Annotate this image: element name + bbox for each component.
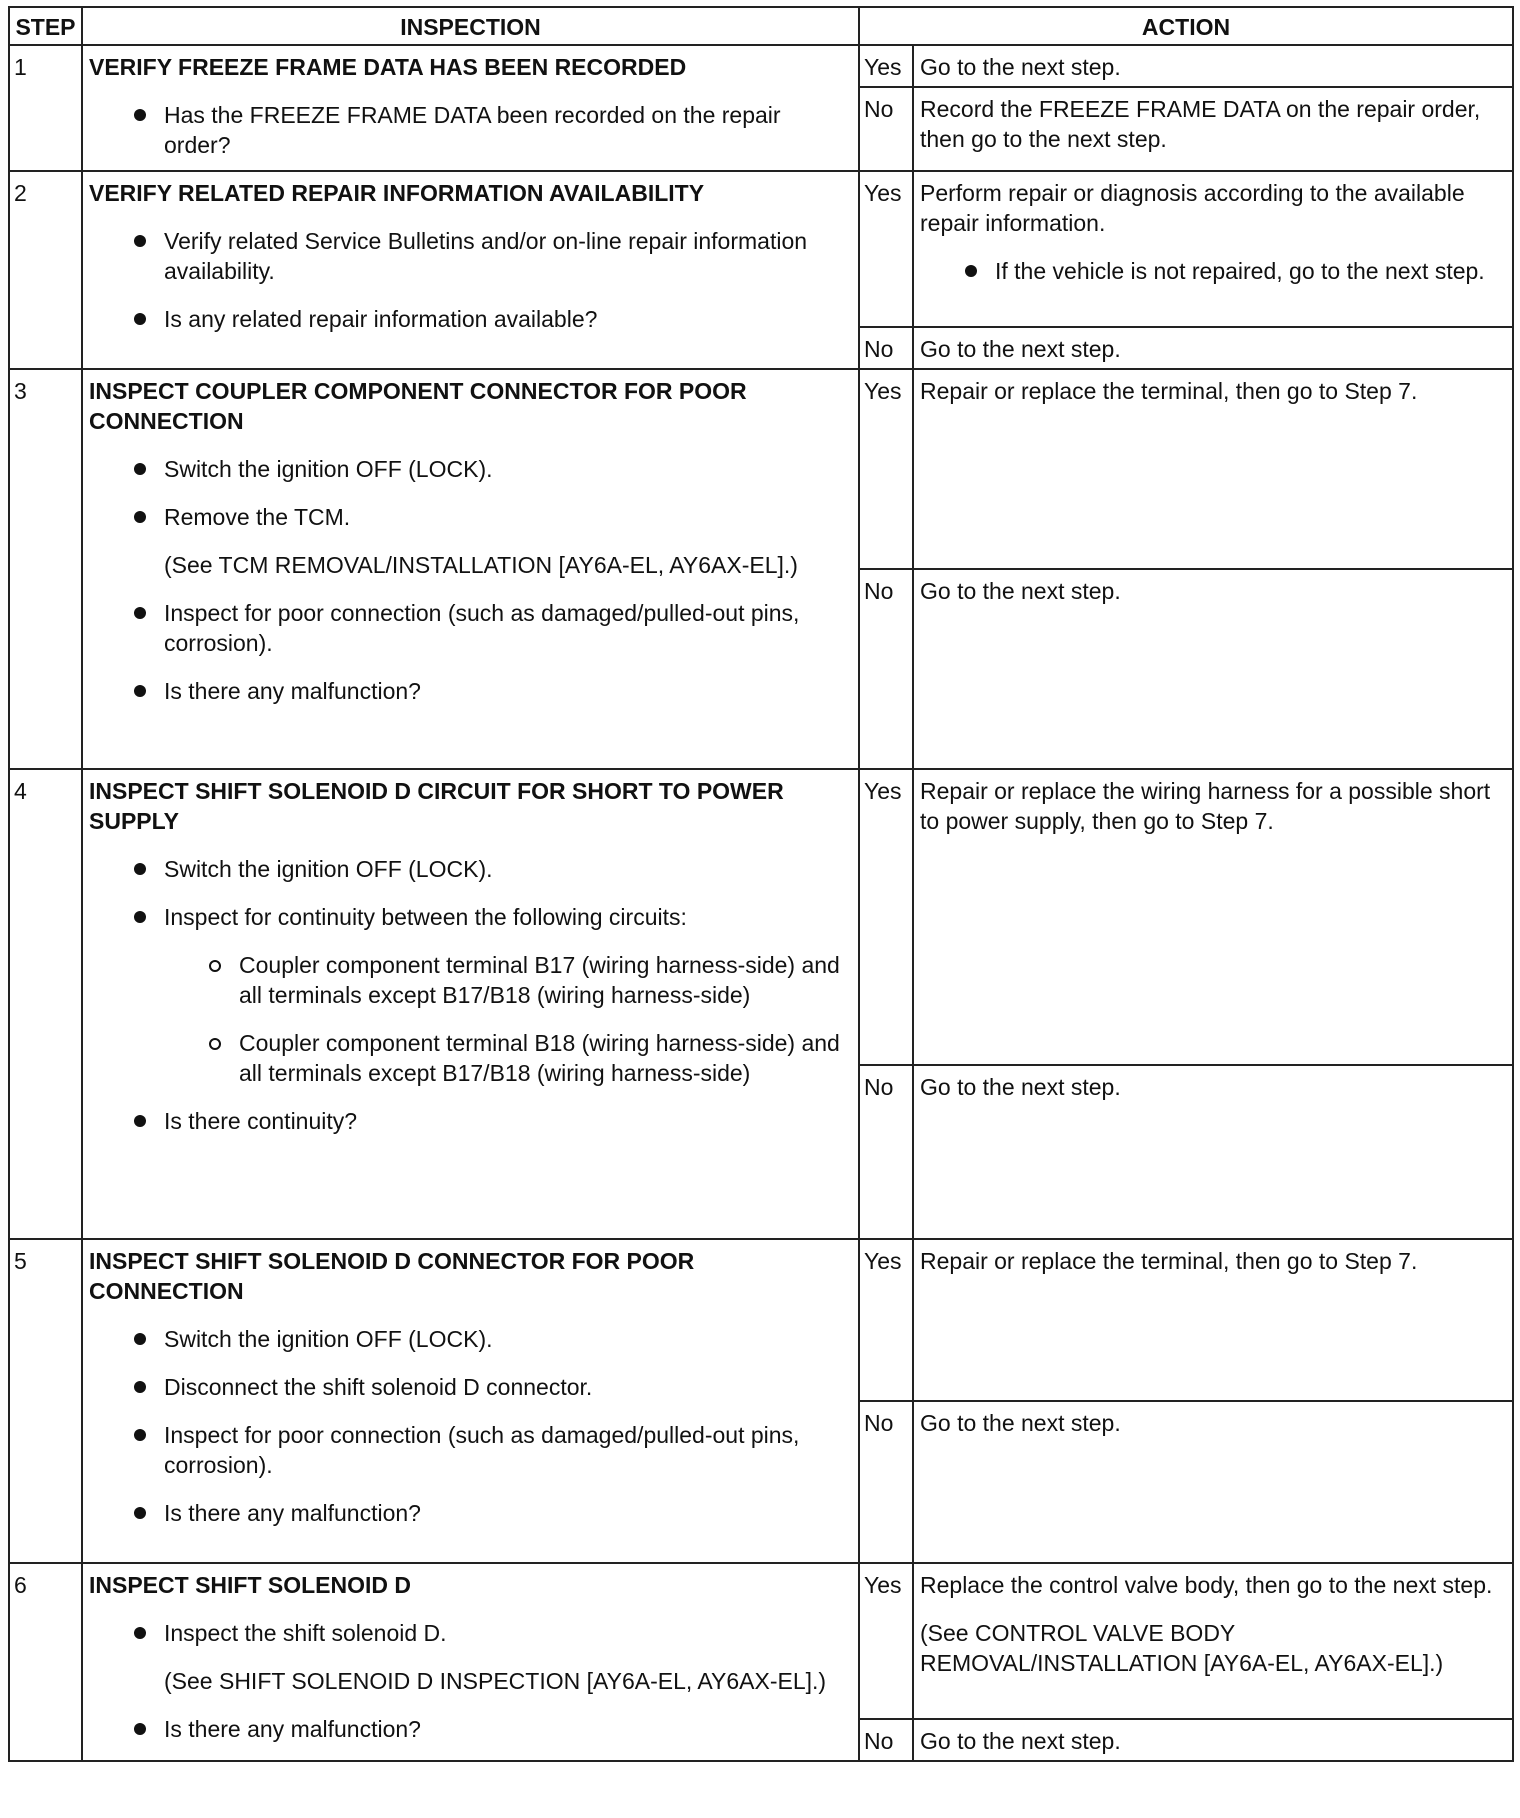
yes-action: Go to the next step. (913, 45, 1513, 87)
no-action: Go to the next step. (913, 1065, 1513, 1239)
inspection-bullet: Inspect for poor connection (such as damaged/pulled-out pins, corrosion). (164, 1420, 852, 1480)
inspection-bullet: Inspect for poor connection (such as damaged/pulled-out pins, corrosion). (164, 598, 852, 658)
yes-action: Replace the control valve body, then go to the next step. (920, 1572, 1493, 1598)
inspection-bullet: Remove the TCM. (164, 502, 852, 532)
yes-label: Yes (859, 1563, 913, 1719)
inspection-bullet: Is there any malfunction? (164, 1498, 852, 1528)
inspection-bullet: Switch the ignition OFF (LOCK). (164, 454, 852, 484)
step-6-yes-row (9, 1563, 1513, 1719)
step-3-inspection (82, 369, 859, 769)
header-inspection: INSPECTION (82, 7, 859, 45)
yes-label: Yes (859, 171, 913, 327)
step-title: INSPECT COUPLER COMPONENT CONNECTOR FOR POOR CONNECTION (89, 378, 747, 434)
step-number: 6 (9, 1563, 82, 1761)
step-4-yes-row (9, 769, 1513, 1065)
inspection-bullet: Is there continuity? (164, 1106, 852, 1136)
diagnostic-procedure (8, 6, 1510, 1762)
no-label: No (859, 1719, 913, 1761)
diagnostic-table (8, 6, 1514, 1762)
header-action: ACTION (859, 7, 1513, 45)
inspection-bullet: Switch the ignition OFF (LOCK). (164, 854, 852, 884)
yes-action-bullet: If the vehicle is not repaired, go to the next step. (995, 256, 1506, 286)
yes-action: Repair or replace the wiring harness for a possible short to power supply, then go to Step 7. (913, 769, 1513, 1065)
yes-action-cell (913, 1563, 1513, 1719)
step-4-inspection (82, 769, 859, 1239)
inspection-bullet: Is there any malfunction? (164, 676, 852, 706)
step-number: 1 (9, 45, 82, 171)
inspection-bullet: Inspect for continuity between the following circuits: (164, 902, 852, 932)
step-title: INSPECT SHIFT SOLENOID D CONNECTOR FOR POOR CONNECTION (89, 1248, 695, 1304)
reference-note: (See SHIFT SOLENOID D INSPECTION [AY6A-EL, AY6AX-EL].) (164, 1668, 827, 1694)
step-title: VERIFY RELATED REPAIR INFORMATION AVAILABILITY (89, 180, 705, 206)
inspection-bullet: Verify related Service Bulletins and/or on-line repair information availability. (164, 226, 852, 286)
yes-label: Yes (859, 769, 913, 1065)
header-step: STEP (9, 7, 82, 45)
step-number: 4 (9, 769, 82, 1239)
no-action: Go to the next step. (913, 327, 1513, 369)
step-number: 2 (9, 171, 82, 369)
no-label: No (859, 569, 913, 769)
step-2-yes-row (9, 171, 1513, 327)
inspection-bullet: Disconnect the shift solenoid D connector. (164, 1372, 852, 1402)
yes-label: Yes (859, 369, 913, 569)
inspection-bullet: Is there any malfunction? (164, 1714, 852, 1744)
yes-action: Repair or replace the terminal, then go to Step 7. (913, 369, 1513, 569)
step-5-yes-row (9, 1239, 1513, 1401)
step-title: INSPECT SHIFT SOLENOID D (89, 1572, 412, 1598)
table-header-row (9, 7, 1513, 45)
no-label: No (859, 87, 913, 171)
no-action: Go to the next step. (913, 1401, 1513, 1563)
no-action: Go to the next step. (913, 569, 1513, 769)
step-number: 5 (9, 1239, 82, 1563)
yes-action-note: (See CONTROL VALVE BODY REMOVAL/INSTALLATION [AY6A-EL, AY6AX-EL].) (920, 1620, 1444, 1676)
step-5-inspection (82, 1239, 859, 1563)
yes-action: Repair or replace the terminal, then go to Step 7. (913, 1239, 1513, 1401)
no-label: No (859, 1065, 913, 1239)
inspection-bullet: Has the FREEZE FRAME DATA been recorded on the repair order? (164, 100, 852, 160)
step-number: 3 (9, 369, 82, 769)
inspection-bullet: Is any related repair information available? (164, 304, 852, 334)
step-1-yes-row (9, 45, 1513, 87)
step-6-inspection (82, 1563, 859, 1761)
no-action: Go to the next step. (913, 1719, 1513, 1761)
yes-action: Perform repair or diagnosis according to the available repair information. (920, 180, 1465, 236)
step-1-inspection (82, 45, 859, 171)
sub-bullet: Coupler component terminal B17 (wiring harness-side) and all terminals except B17/B18 (wiring harness-side) (239, 950, 852, 1010)
step-2-inspection (82, 171, 859, 369)
inspection-bullet: Inspect the shift solenoid D. (164, 1618, 852, 1648)
yes-label: Yes (859, 45, 913, 87)
step-3-yes-row (9, 369, 1513, 569)
step-title: INSPECT SHIFT SOLENOID D CIRCUIT FOR SHORT TO POWER SUPPLY (89, 778, 784, 834)
sub-bullet: Coupler component terminal B18 (wiring harness-side) and all terminals except B17/B18 (wiring harness-side) (239, 1028, 852, 1088)
inspection-bullet: Switch the ignition OFF (LOCK). (164, 1324, 852, 1354)
yes-label: Yes (859, 1239, 913, 1401)
no-action: Record the FREEZE FRAME DATA on the repair order, then go to the next step. (913, 87, 1513, 171)
no-label: No (859, 1401, 913, 1563)
no-label: No (859, 327, 913, 369)
yes-action-cell (913, 171, 1513, 327)
reference-note: (See TCM REMOVAL/INSTALLATION [AY6A-EL, AY6AX-EL].) (164, 552, 798, 578)
step-title: VERIFY FREEZE FRAME DATA HAS BEEN RECORDED (89, 54, 687, 80)
